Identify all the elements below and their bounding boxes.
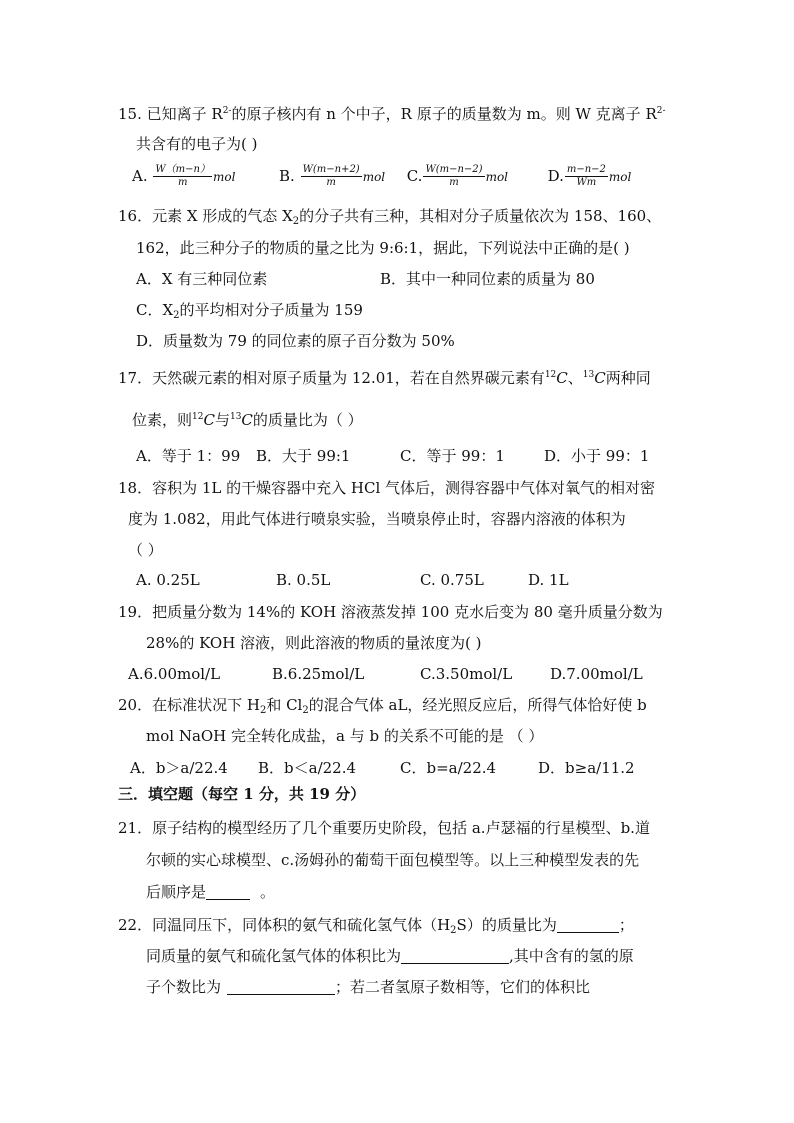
q15-option-b-den: m bbox=[326, 177, 336, 188]
q16-option-c-text-a: C．X bbox=[136, 301, 174, 319]
q22-text-1a: 22．同温同压下，同体积的氨气和硫化氢气体（H bbox=[118, 916, 451, 934]
q17-line2-iso2-mass: 13 bbox=[229, 412, 242, 422]
q17-line2-iso2-symbol: C bbox=[241, 411, 253, 429]
q17-iso2-mass: 13 bbox=[582, 370, 595, 380]
q17-option-a: A．等于 1：99 bbox=[136, 447, 241, 465]
q22-blank-hydrogen-ratio[interactable] bbox=[227, 980, 335, 995]
q15-text-1b: 的原子核内有 n 个中子，R 原子的质量数为 m。则 W 克离子 R bbox=[231, 105, 657, 123]
q15-line2: 共含有的电子为( ) bbox=[136, 135, 258, 153]
q15-option-c-den: m bbox=[449, 177, 459, 188]
q15-option-b bbox=[279, 164, 390, 188]
q17-text-1a: 17．天然碳元素的相对原子质量为 12.01，若在自然界碳元素有 bbox=[118, 369, 545, 387]
q15-option-b-fraction bbox=[301, 164, 362, 189]
q17-line2-iso1-mass: 12 bbox=[192, 412, 204, 422]
q15-option-d-unit: mol bbox=[608, 169, 632, 184]
q19-option-c: C.3.50mol/L bbox=[420, 665, 513, 683]
q15-option-b-label: B. bbox=[279, 166, 295, 185]
q22-text-1b: S）的质量比为 bbox=[456, 916, 557, 934]
q17-text-1b: 两种同 bbox=[605, 369, 651, 387]
q22-text-3b: ；若二者氢原子数相等，它们的体积比 bbox=[335, 978, 591, 996]
q20-text-1b: 和 Cl bbox=[266, 696, 303, 714]
q17-text-2b: 与 bbox=[214, 411, 230, 429]
q17-line1 bbox=[118, 368, 651, 388]
q22-blank-mass-ratio[interactable] bbox=[557, 918, 619, 933]
q17-line2 bbox=[132, 410, 363, 430]
q20-text-1a: 20．在标准状况下 H bbox=[118, 696, 260, 714]
q16-sub-1: 2 bbox=[292, 216, 300, 227]
q17-option-b: B．大于 99:1 bbox=[256, 447, 351, 465]
q21-text-3a: 后顺序是 bbox=[146, 883, 207, 901]
section-heading-fill-in: 三．填空题（每空 1 分，共 19 分） bbox=[118, 785, 366, 803]
q22-text-1c: ； bbox=[618, 916, 634, 934]
q15-option-d-num: m−n−2 bbox=[566, 164, 606, 175]
q20-option-c: C．b=a/22.4 bbox=[400, 759, 497, 777]
q18-option-c: C. 0.75L bbox=[420, 571, 484, 589]
q19-line1: 19．把质量分数为 14%的 KOH 溶液蒸发掉 100 克水后变为 80 毫升质量分数为 bbox=[118, 603, 663, 621]
q17-iso1-symbol: C bbox=[556, 369, 568, 387]
q20-option-a: A．b＞a/22.4 bbox=[130, 759, 228, 777]
q15-option-c-unit: mol bbox=[485, 169, 509, 184]
q21-text-3b: 。 bbox=[260, 883, 276, 901]
q16-option-c-sub: 2 bbox=[173, 310, 180, 321]
q22-line1 bbox=[118, 915, 634, 935]
q17-separator: 、 bbox=[567, 369, 583, 387]
q20-sub-1: 2 bbox=[259, 705, 267, 716]
q16-option-c bbox=[136, 300, 363, 320]
q17-iso2-symbol: C bbox=[594, 369, 606, 387]
q22-line3 bbox=[146, 977, 590, 997]
q15-text-1: 15. 已知离子 R bbox=[118, 105, 223, 123]
q20-sub-2: 2 bbox=[302, 705, 309, 716]
q15-option-a-fraction bbox=[153, 164, 212, 189]
q19-option-a: A.6.00mol/L bbox=[128, 665, 221, 683]
q22-blank-volume-ratio[interactable] bbox=[401, 949, 509, 964]
q20-text-1c: 的混合气体 aL，经光照反应后，所得气体恰好使 b bbox=[308, 696, 647, 714]
q16-option-a: A．X 有三种同位素 bbox=[136, 270, 268, 288]
q16-option-c-text-b: 的平均相对分子质量为 159 bbox=[179, 301, 363, 319]
q15-option-a-unit: mol bbox=[212, 169, 236, 184]
q16-text-1b: 的分子共有三种，其相对分子质量依次为 158、160、 bbox=[299, 207, 662, 225]
q21-line1: 21．原子结构的模型经历了几个重要历史阶段，包括 a.卢瑟福的行星模型、b.道 bbox=[118, 819, 650, 837]
q18-line2: 度为 1.082，用此气体进行喷泉实验，当喷泉停止时，容器内溶液的体积为 bbox=[128, 510, 626, 528]
q20-option-d: D．b≥a/11.2 bbox=[538, 759, 635, 777]
q17-text-2a: 位素，则 bbox=[132, 411, 193, 429]
q15-charge-2: 2- bbox=[656, 106, 666, 116]
q17-line2-iso1-symbol: C bbox=[203, 411, 215, 429]
q20-option-b: B．b＜a/22.4 bbox=[258, 759, 357, 777]
q18-line1: 18．容积为 1L 的干燥容器中充入 HCl 气体后，测得容器中气体对氧气的相对密 bbox=[118, 479, 656, 497]
q15-option-a-label: A. bbox=[132, 166, 148, 185]
q19-line2: 28%的 KOH 溶液，则此溶液的物质的量浓度为( ) bbox=[146, 634, 482, 652]
q15-option-b-unit: mol bbox=[362, 169, 386, 184]
q22-sub-1: 2 bbox=[450, 925, 457, 936]
q18-line3: （ ） bbox=[128, 541, 163, 559]
q15-line1 bbox=[118, 104, 666, 124]
q17-option-d: D．小于 99：1 bbox=[544, 447, 650, 465]
q19-option-d: D.7.00mol/L bbox=[550, 665, 643, 683]
q15-option-c-label: C. bbox=[406, 166, 423, 185]
q15-option-d-den: Wm bbox=[576, 177, 597, 188]
q15-option-d-label: D. bbox=[547, 166, 564, 185]
q15-options bbox=[132, 164, 631, 192]
q15-option-c-num: W(m−n−2) bbox=[425, 164, 483, 175]
q21-line3 bbox=[146, 882, 275, 902]
q22-text-3a: 子个数比为 bbox=[146, 978, 222, 996]
q18-option-a: A. 0.25L bbox=[136, 571, 200, 589]
q15-charge-1: 2- bbox=[222, 106, 232, 116]
q15-option-a-num: W（m−n） bbox=[155, 164, 210, 175]
q19-option-b: B.6.25mol/L bbox=[272, 665, 365, 683]
q16-line1 bbox=[118, 206, 661, 226]
q16-option-b: B．其中一种同位素的质量为 80 bbox=[380, 270, 595, 288]
q15-option-a bbox=[132, 164, 240, 188]
q17-iso1-mass: 12 bbox=[544, 370, 557, 380]
q15-option-b-num: W(m−n+2) bbox=[302, 164, 360, 175]
q17-text-2c: 的质量比为（ ） bbox=[252, 411, 363, 429]
q22-text-2a: 同质量的氨气和硫化氢气体的体积比为 bbox=[146, 947, 402, 965]
q17-option-c: C．等于 99：1 bbox=[400, 447, 505, 465]
q18-option-b: B. 0.5L bbox=[276, 571, 331, 589]
q16-line2: 162，此三种分子的物质的量之比为 9:6:1，据此，下列说法中正确的是( ) bbox=[136, 239, 630, 257]
q22-line2 bbox=[146, 946, 634, 966]
q15-option-c-fraction bbox=[423, 164, 484, 189]
q20-line1 bbox=[118, 695, 647, 715]
q16-option-d: D．质量数为 79 的同位素的原子百分数为 50% bbox=[136, 332, 455, 350]
q15-option-d-fraction bbox=[565, 164, 608, 189]
q21-answer-blank[interactable] bbox=[206, 885, 250, 900]
q18-option-d: D. 1L bbox=[528, 571, 569, 589]
q20-line2: mol NaOH 完全转化成盐，a 与 b 的关系不可能的是 （ ） bbox=[146, 727, 544, 745]
q15-option-d bbox=[547, 164, 632, 188]
q16-text-1a: 16．元素 X 形成的气态 X bbox=[118, 207, 293, 225]
q21-line2: 尔顿的实心球模型、c.汤姆孙的葡萄干面包模型等。以上三种模型发表的先 bbox=[146, 851, 640, 869]
q15-option-a-den: m bbox=[177, 177, 188, 188]
q15-option-c bbox=[406, 164, 513, 188]
q22-text-2b: ,其中含有的氢的原 bbox=[509, 947, 634, 965]
